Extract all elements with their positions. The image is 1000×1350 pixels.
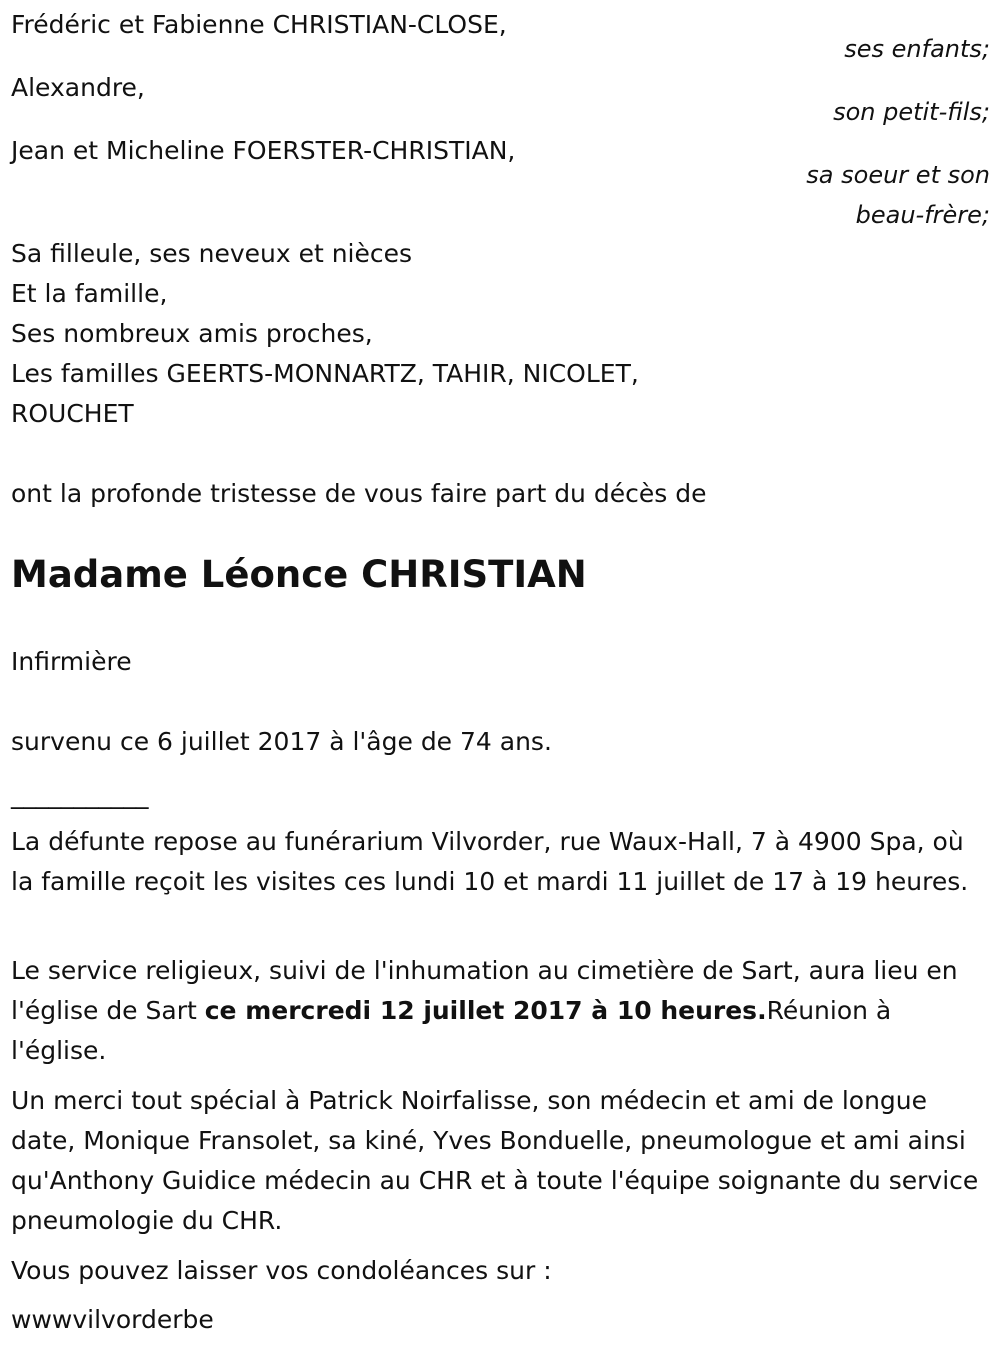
family-children-relation: ses enfants;: [844, 35, 990, 63]
others-line-5: ROUCHET: [11, 399, 134, 428]
family-grandson-name: Alexandre,: [11, 73, 145, 102]
service-text-after: Réunion à l'église.: [11, 996, 892, 1065]
others-line-3: Ses nombreux amis proches,: [11, 319, 373, 348]
family-sister-relation-line1: sa soeur et son: [806, 161, 990, 189]
death-text: survenu ce 6 juillet 2017 à l'âge de 74 ans.: [11, 727, 552, 756]
repose-paragraph: La défunte repose au funérarium Vilvorder, rue Waux-Hall, 7 à 4900 Spa, où la famille reçoit les visites ces lundi 10 et mardi 11 juillet de 17 à 19 heures.: [11, 827, 969, 896]
others-line-2: Et la famille,: [11, 279, 168, 308]
condolences-text: Vous pouvez laisser vos condoléances sur :: [11, 1256, 552, 1285]
service-date-bold: ce mercredi 12 juillet 2017 à 10 heures.: [204, 996, 767, 1025]
service-text-before: Le service religieux, suivi de l'inhumation au cimetière de Sart, aura lieu en l'église de Sart: [11, 956, 958, 1025]
family-children-names: Frédéric et Fabienne CHRISTIAN-CLOSE,: [11, 10, 507, 39]
family-grandson-relation: son petit-fils;: [833, 98, 990, 126]
service-paragraph: [11, 951, 991, 1071]
others-line-1: Sa filleule, ses neveux et nièces: [11, 239, 413, 268]
announcement-text: ont la profonde tristesse de vous faire part du décès de: [11, 479, 707, 508]
deceased-profession: Infirmière: [11, 647, 132, 676]
separator: ___________: [11, 780, 149, 809]
deceased-name: Madame Léonce CHRISTIAN: [11, 553, 587, 596]
others-line-4: Les familles GEERTS-MONNARTZ, TAHIR, NICOLET,: [11, 359, 639, 388]
website-link[interactable]: wwwvilvorderbe: [11, 1305, 214, 1334]
thanks-paragraph: Un merci tout spécial à Patrick Noirfalisse, son médecin et ami de longue date, Monique Fransolet, sa kiné, Yves Bonduelle, pneumologue et ami ainsi qu'Anthony Guidice médecin au CHR et à toute l'équipe soignante du service pneumologie du CHR.: [11, 1086, 979, 1235]
family-sister-relation-line2: beau-frère;: [855, 201, 990, 229]
family-sister-names: Jean et Micheline FOERSTER-CHRISTIAN,: [11, 136, 516, 165]
